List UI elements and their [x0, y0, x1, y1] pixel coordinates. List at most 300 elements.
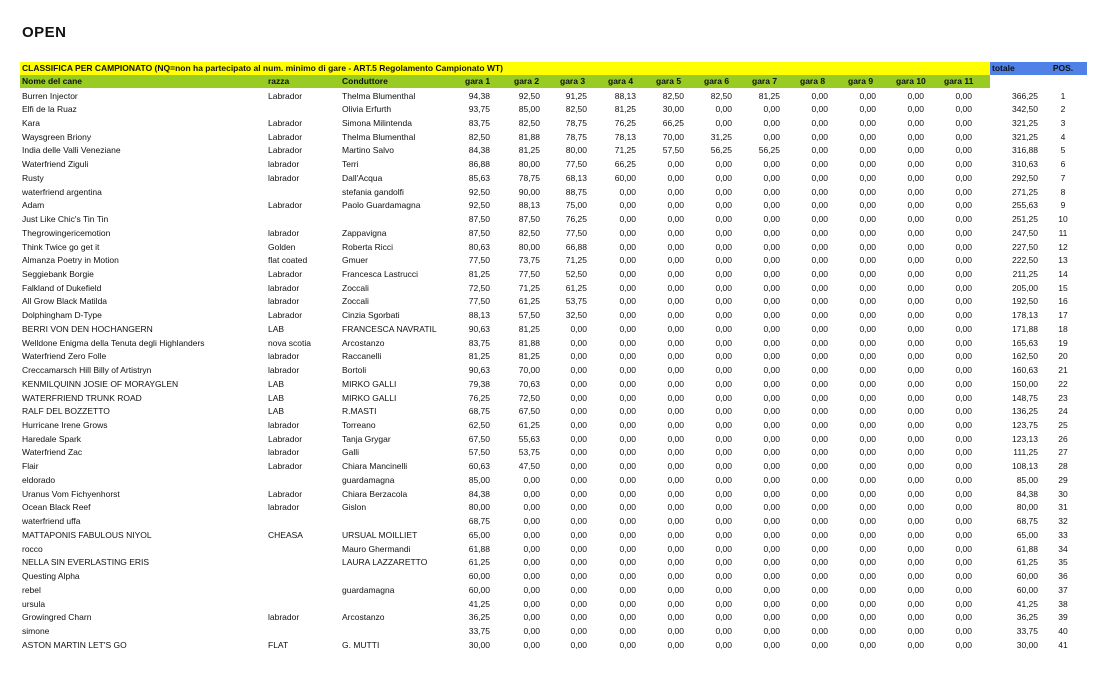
total-score: 84,38: [1016, 488, 1038, 499]
score-gara-1: 79,38: [468, 378, 490, 389]
dog-name: rebel: [22, 584, 41, 595]
dog-name: Welldone Enigma della Tenuta degli Highlanders: [22, 337, 205, 348]
score-gara-1: 60,63: [468, 461, 490, 472]
handler: Dall'Acqua: [342, 172, 383, 183]
position: 31: [1058, 502, 1068, 513]
score-gara-4: 0,00: [619, 296, 636, 307]
position: 15: [1058, 282, 1068, 293]
score-gara-3: 0,00: [570, 420, 587, 431]
header-name: Nome del cane: [22, 76, 82, 86]
score-gara-4: 0,00: [619, 392, 636, 403]
score-gara-7: 0,00: [763, 433, 780, 444]
score-gara-1: 33,75: [468, 625, 490, 636]
score-gara-5: 0,00: [667, 282, 684, 293]
breed: LAB: [268, 392, 285, 403]
total-score: 111,25: [1013, 447, 1038, 458]
score-gara-11: 0,00: [955, 420, 972, 431]
breed: Labrador: [268, 488, 303, 499]
dog-name: Growingred Charn: [22, 612, 92, 623]
score-gara-5: 30,00: [662, 104, 684, 115]
score-gara-7: 0,00: [763, 255, 780, 266]
handler: Olivia Erfurth: [342, 104, 392, 115]
score-gara-10: 0,00: [907, 214, 924, 225]
score-gara-9: 0,00: [859, 104, 876, 115]
score-gara-9: 0,00: [859, 186, 876, 197]
breed: labrador: [268, 282, 300, 293]
score-gara-4: 0,00: [619, 488, 636, 499]
score-gara-1: 82,50: [468, 131, 490, 142]
score-gara-3: 0,00: [570, 612, 587, 623]
score-gara-2: 73,75: [518, 255, 540, 266]
score-gara-2: 81,25: [518, 323, 540, 334]
score-gara-2: 0,00: [523, 502, 540, 513]
score-gara-5: 0,00: [667, 447, 684, 458]
score-gara-8: 0,00: [811, 598, 828, 609]
score-gara-8: 0,00: [811, 625, 828, 636]
breed: labrador: [268, 159, 300, 170]
position: 27: [1058, 447, 1068, 458]
score-gara-5: 0,00: [667, 255, 684, 266]
dog-name: Waysgreen Briony: [22, 131, 92, 142]
score-gara-6: 0,00: [715, 625, 732, 636]
score-gara-6: 0,00: [715, 365, 732, 376]
score-gara-7: 0,00: [763, 337, 780, 348]
total-score: 251,25: [1012, 214, 1038, 225]
score-gara-10: 0,00: [907, 186, 924, 197]
score-gara-11: 0,00: [955, 557, 972, 568]
score-gara-10: 0,00: [907, 117, 924, 128]
dog-name: Uranus Vom Fichyenhorst: [22, 488, 120, 499]
score-gara-7: 0,00: [763, 131, 780, 142]
score-gara-7: 0,00: [763, 598, 780, 609]
breed: Labrador: [268, 131, 303, 142]
header-pos: POS.: [1052, 63, 1074, 73]
score-gara-5: 0,00: [667, 529, 684, 540]
score-gara-6: 0,00: [715, 282, 732, 293]
total-score: 321,25: [1012, 117, 1038, 128]
score-gara-4: 0,00: [619, 584, 636, 595]
dog-name: Almanza Poetry in Motion: [22, 255, 119, 266]
score-gara-2: 70,63: [518, 378, 540, 389]
score-gara-1: 84,38: [468, 145, 490, 156]
score-gara-7: 0,00: [763, 543, 780, 554]
score-gara-9: 0,00: [859, 488, 876, 499]
score-gara-9: 0,00: [859, 255, 876, 266]
score-gara-7: 0,00: [763, 447, 780, 458]
score-gara-10: 0,00: [907, 529, 924, 540]
score-gara-11: 0,00: [955, 474, 972, 485]
score-gara-7: 0,00: [763, 516, 780, 527]
score-gara-10: 0,00: [907, 598, 924, 609]
breed: LAB: [268, 323, 285, 334]
score-gara-1: 81,25: [468, 268, 490, 279]
score-gara-6: 0,00: [715, 461, 732, 472]
handler: Chiara Mancinelli: [342, 461, 408, 472]
total-score: 123,13: [1012, 433, 1038, 444]
score-gara-11: 0,00: [955, 241, 972, 252]
score-gara-10: 0,00: [907, 255, 924, 266]
score-gara-5: 0,00: [667, 598, 684, 609]
score-gara-3: 0,00: [570, 351, 587, 362]
score-gara-8: 0,00: [811, 227, 828, 238]
breed: labrador: [268, 227, 300, 238]
dog-name: RALF DEL BOZZETTO: [22, 406, 110, 417]
score-gara-4: 0,00: [619, 433, 636, 444]
score-gara-4: 0,00: [619, 365, 636, 376]
score-gara-11: 0,00: [955, 145, 972, 156]
score-gara-7: 0,00: [763, 227, 780, 238]
score-gara-7: 0,00: [763, 282, 780, 293]
score-gara-9: 0,00: [859, 337, 876, 348]
score-gara-1: 30,00: [468, 639, 490, 650]
dog-name: WATERFRIEND TRUNK ROAD: [22, 392, 142, 403]
score-gara-10: 0,00: [907, 241, 924, 252]
score-gara-11: 0,00: [955, 200, 972, 211]
score-gara-7: 0,00: [763, 296, 780, 307]
score-gara-9: 0,00: [859, 241, 876, 252]
score-gara-8: 0,00: [811, 557, 828, 568]
position: 35: [1058, 557, 1068, 568]
total-score: 178,13: [1012, 310, 1038, 321]
score-gara-3: 0,00: [570, 598, 587, 609]
score-gara-6: 0,00: [715, 227, 732, 238]
score-gara-7: 0,00: [763, 200, 780, 211]
score-gara-3: 0,00: [570, 474, 587, 485]
score-gara-4: 0,00: [619, 323, 636, 334]
score-gara-5: 0,00: [667, 516, 684, 527]
score-gara-2: 81,88: [518, 337, 540, 348]
total-score: 247,50: [1012, 227, 1038, 238]
total-score: 148,75: [1012, 392, 1038, 403]
handler: Zoccali: [342, 282, 369, 293]
total-score: 321,25: [1012, 131, 1038, 142]
handler: FRANCESCA NAVRATIL: [342, 323, 437, 334]
position: 4: [1060, 131, 1066, 142]
score-gara-8: 0,00: [811, 461, 828, 472]
score-gara-7: 0,00: [763, 474, 780, 485]
position: 33: [1058, 529, 1068, 540]
position: 26: [1058, 433, 1068, 444]
score-gara-4: 0,00: [619, 378, 636, 389]
position: 11: [1058, 227, 1068, 238]
score-gara-11: 0,00: [955, 378, 972, 389]
score-gara-8: 0,00: [811, 543, 828, 554]
total-score: 222,50: [1012, 255, 1038, 266]
score-gara-8: 0,00: [811, 310, 828, 321]
score-gara-11: 0,00: [955, 268, 972, 279]
score-gara-4: 76,25: [614, 117, 636, 128]
header-gara-4: gara 4: [608, 76, 634, 86]
score-gara-3: 61,25: [565, 282, 587, 293]
score-gara-1: 36,25: [468, 612, 490, 623]
score-gara-5: 0,00: [667, 392, 684, 403]
total-score: 65,00: [1016, 529, 1038, 540]
score-gara-10: 0,00: [907, 159, 924, 170]
total-score: 80,00: [1016, 502, 1038, 513]
handler: URSUAL MOILLIET: [342, 529, 418, 540]
position: 13: [1058, 255, 1068, 266]
total-score: 211,25: [1012, 268, 1038, 279]
score-gara-7: 0,00: [763, 612, 780, 623]
score-gara-7: 0,00: [763, 310, 780, 321]
handler: Arcostanzo: [342, 337, 385, 348]
score-gara-8: 0,00: [811, 282, 828, 293]
score-gara-10: 0,00: [907, 392, 924, 403]
score-gara-7: 0,00: [763, 172, 780, 183]
total-score: 227,50: [1012, 241, 1038, 252]
score-gara-5: 0,00: [667, 200, 684, 211]
header-gara-1: gara 1: [465, 76, 491, 86]
score-gara-2: 90,00: [518, 186, 540, 197]
score-gara-10: 0,00: [907, 420, 924, 431]
score-gara-5: 0,00: [667, 557, 684, 568]
breed: labrador: [268, 351, 300, 362]
score-gara-2: 0,00: [523, 612, 540, 623]
score-gara-1: 86,88: [468, 159, 490, 170]
total-score: 192,50: [1012, 296, 1038, 307]
score-gara-10: 0,00: [907, 337, 924, 348]
score-gara-4: 0,00: [619, 447, 636, 458]
score-gara-5: 0,00: [667, 268, 684, 279]
score-gara-4: 0,00: [619, 598, 636, 609]
score-gara-11: 0,00: [955, 639, 972, 650]
score-gara-1: 65,00: [468, 529, 490, 540]
score-gara-6: 0,00: [715, 529, 732, 540]
score-gara-1: 67,50: [468, 433, 490, 444]
score-gara-3: 77,50: [565, 159, 587, 170]
score-gara-5: 0,00: [667, 365, 684, 376]
score-gara-8: 0,00: [811, 516, 828, 527]
score-gara-8: 0,00: [811, 612, 828, 623]
score-gara-4: 71,25: [614, 145, 636, 156]
score-gara-9: 0,00: [859, 172, 876, 183]
score-gara-6: 0,00: [715, 214, 732, 225]
score-gara-5: 0,00: [667, 488, 684, 499]
score-gara-5: 0,00: [667, 639, 684, 650]
score-gara-2: 0,00: [523, 557, 540, 568]
score-gara-7: 0,00: [763, 268, 780, 279]
score-gara-5: 66,25: [662, 117, 684, 128]
header-totale: totale: [992, 63, 1015, 73]
score-gara-9: 0,00: [859, 529, 876, 540]
handler: Martino Salvo: [342, 145, 394, 156]
score-gara-5: 0,00: [667, 584, 684, 595]
score-gara-7: 0,00: [763, 365, 780, 376]
score-gara-10: 0,00: [907, 145, 924, 156]
score-gara-3: 76,25: [565, 214, 587, 225]
score-gara-10: 0,00: [907, 227, 924, 238]
score-gara-4: 0,00: [619, 214, 636, 225]
score-gara-6: 0,00: [715, 172, 732, 183]
score-gara-3: 0,00: [570, 365, 587, 376]
total-score: 342,50: [1012, 104, 1038, 115]
score-gara-10: 0,00: [907, 571, 924, 582]
score-gara-10: 0,00: [907, 131, 924, 142]
total-score: 205,00: [1012, 282, 1038, 293]
score-gara-5: 70,00: [662, 131, 684, 142]
score-gara-8: 0,00: [811, 131, 828, 142]
score-gara-5: 0,00: [667, 378, 684, 389]
score-gara-7: 56,25: [758, 145, 780, 156]
score-gara-5: 0,00: [667, 186, 684, 197]
position: 16: [1058, 296, 1068, 307]
position: 39: [1058, 612, 1068, 623]
score-gara-11: 0,00: [955, 337, 972, 348]
score-gara-6: 0,00: [715, 474, 732, 485]
score-gara-4: 0,00: [619, 461, 636, 472]
score-gara-11: 0,00: [955, 365, 972, 376]
score-gara-6: 0,00: [715, 296, 732, 307]
score-gara-3: 78,75: [565, 117, 587, 128]
score-gara-9: 0,00: [859, 323, 876, 334]
score-gara-10: 0,00: [907, 200, 924, 211]
score-gara-2: 0,00: [523, 529, 540, 540]
score-gara-8: 0,00: [811, 365, 828, 376]
score-gara-2: 0,00: [523, 571, 540, 582]
score-gara-6: 0,00: [715, 543, 732, 554]
dog-name: Waterfriend Zero Folle: [22, 351, 107, 362]
score-gara-1: 88,13: [468, 310, 490, 321]
header-gara-6: gara 6: [704, 76, 730, 86]
score-gara-6: 0,00: [715, 502, 732, 513]
score-gara-11: 0,00: [955, 214, 972, 225]
score-gara-8: 0,00: [811, 159, 828, 170]
score-gara-8: 0,00: [811, 351, 828, 362]
score-gara-9: 0,00: [859, 406, 876, 417]
score-gara-1: 77,50: [468, 255, 490, 266]
score-gara-10: 0,00: [907, 543, 924, 554]
breed: LAB: [268, 378, 285, 389]
score-gara-4: 0,00: [619, 200, 636, 211]
score-gara-1: 81,25: [468, 351, 490, 362]
score-gara-1: 92,50: [468, 186, 490, 197]
position: 18: [1058, 323, 1068, 334]
score-gara-10: 0,00: [907, 406, 924, 417]
score-gara-3: 75,00: [565, 200, 587, 211]
score-gara-6: 0,00: [715, 639, 732, 650]
score-gara-5: 0,00: [667, 351, 684, 362]
score-gara-11: 0,00: [955, 296, 972, 307]
score-gara-11: 0,00: [955, 461, 972, 472]
score-gara-4: 0,00: [619, 310, 636, 321]
score-gara-6: 0,00: [715, 241, 732, 252]
score-gara-4: 0,00: [619, 227, 636, 238]
score-gara-11: 0,00: [955, 625, 972, 636]
handler: Bortoli: [342, 365, 367, 376]
score-gara-7: 81,25: [758, 90, 780, 101]
total-score: 160,63: [1012, 365, 1038, 376]
score-gara-4: 0,00: [619, 502, 636, 513]
score-gara-2: 72,50: [518, 392, 540, 403]
handler: Francesca Lastrucci: [342, 268, 419, 279]
total-score: 150,00: [1012, 378, 1038, 389]
score-gara-1: 41,25: [468, 598, 490, 609]
score-gara-5: 0,00: [667, 502, 684, 513]
score-gara-8: 0,00: [811, 420, 828, 431]
score-gara-10: 0,00: [907, 447, 924, 458]
score-gara-6: 0,00: [715, 420, 732, 431]
score-gara-5: 0,00: [667, 214, 684, 225]
score-gara-11: 0,00: [955, 282, 972, 293]
score-gara-8: 0,00: [811, 584, 828, 595]
score-gara-4: 0,00: [619, 337, 636, 348]
score-gara-5: 0,00: [667, 296, 684, 307]
dog-name: Thegrowingericemotion: [22, 227, 111, 238]
handler: Gmuer: [342, 255, 368, 266]
score-gara-5: 0,00: [667, 406, 684, 417]
score-gara-2: 0,00: [523, 598, 540, 609]
score-gara-6: 0,00: [715, 447, 732, 458]
score-gara-7: 0,00: [763, 117, 780, 128]
score-gara-8: 0,00: [811, 433, 828, 444]
position: 3: [1060, 117, 1066, 128]
score-gara-1: 57,50: [468, 447, 490, 458]
breed: Labrador: [268, 145, 303, 156]
handler: Roberta Ricci: [342, 241, 394, 252]
breed: flat coated: [268, 255, 308, 266]
score-gara-5: 0,00: [667, 227, 684, 238]
total-score: 271,25: [1012, 186, 1038, 197]
score-gara-9: 0,00: [859, 145, 876, 156]
score-gara-2: 53,75: [518, 447, 540, 458]
score-gara-3: 91,25: [565, 90, 587, 101]
position: 40: [1058, 625, 1068, 636]
score-gara-8: 0,00: [811, 571, 828, 582]
position: 17: [1058, 310, 1068, 321]
position: 30: [1058, 488, 1068, 499]
score-gara-3: 0,00: [570, 433, 587, 444]
position: 25: [1058, 420, 1068, 431]
score-gara-8: 0,00: [811, 255, 828, 266]
score-gara-9: 0,00: [859, 227, 876, 238]
total-score: 123,75: [1012, 420, 1038, 431]
score-gara-11: 0,00: [955, 612, 972, 623]
dog-name: All Grow Black Matilda: [22, 296, 108, 307]
handler: Tanja Grygar: [342, 433, 391, 444]
score-gara-1: 94,38: [468, 90, 490, 101]
total-score: 255,63: [1012, 200, 1038, 211]
position: 24: [1058, 406, 1068, 417]
header-gara-11: gara 11: [944, 76, 974, 86]
score-gara-11: 0,00: [955, 433, 972, 444]
breed: Labrador: [268, 117, 303, 128]
handler: guardamagna: [342, 474, 395, 485]
score-gara-6: 0,00: [715, 433, 732, 444]
breed: labrador: [268, 172, 300, 183]
score-gara-2: 55,63: [518, 433, 540, 444]
score-gara-8: 0,00: [811, 474, 828, 485]
breed: nova scotia: [268, 337, 311, 348]
score-gara-6: 0,00: [715, 104, 732, 115]
handler: Zappavigna: [342, 227, 387, 238]
score-gara-2: 57,50: [518, 310, 540, 321]
score-gara-4: 0,00: [619, 612, 636, 623]
score-gara-9: 0,00: [859, 447, 876, 458]
dog-name: waterfriend argentina: [22, 186, 102, 197]
score-gara-1: 84,38: [468, 488, 490, 499]
score-gara-9: 0,00: [859, 625, 876, 636]
total-score: 68,75: [1016, 516, 1038, 527]
score-gara-5: 57,50: [662, 145, 684, 156]
position: 29: [1058, 474, 1068, 485]
score-gara-9: 0,00: [859, 392, 876, 403]
score-gara-10: 0,00: [907, 488, 924, 499]
score-gara-6: 0,00: [715, 117, 732, 128]
header-razza: razza: [268, 76, 290, 86]
score-gara-8: 0,00: [811, 296, 828, 307]
score-gara-5: 82,50: [662, 90, 684, 101]
score-gara-2: 0,00: [523, 488, 540, 499]
